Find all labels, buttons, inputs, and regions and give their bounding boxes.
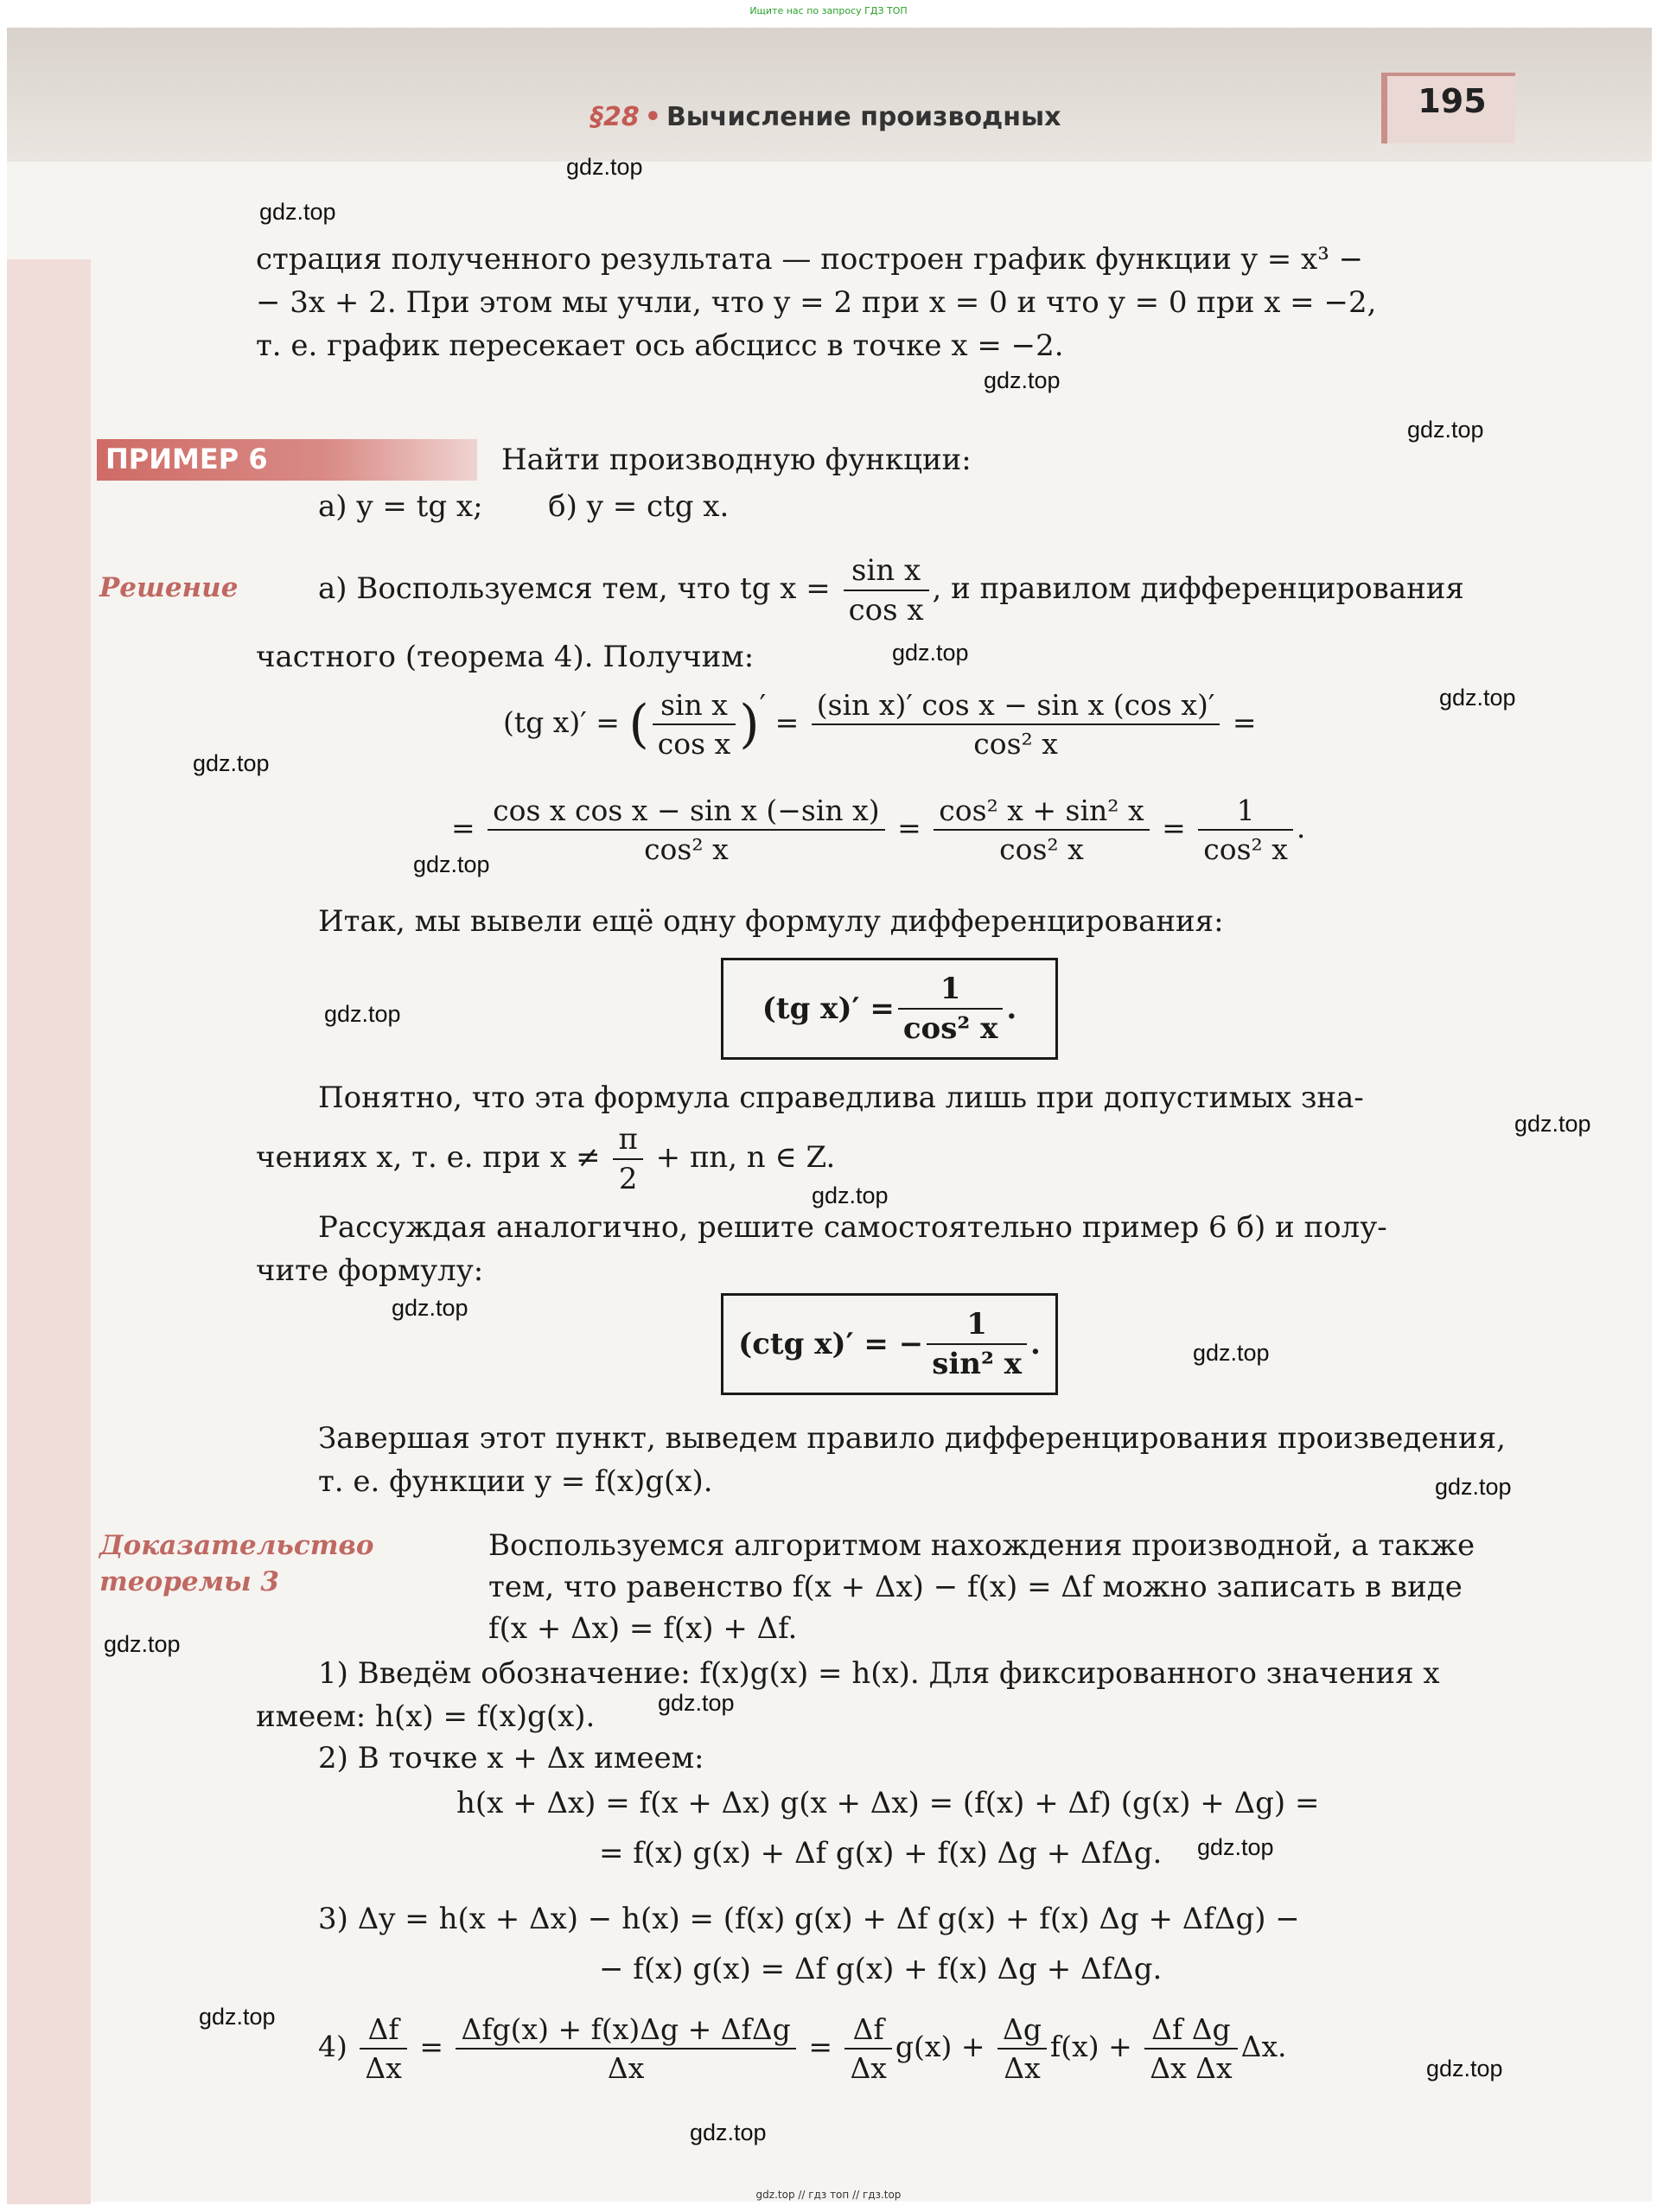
- derivation-formula-2: [451, 794, 1305, 866]
- formula-part: =: [808, 2030, 832, 2063]
- watermark: gdz.top: [1193, 1340, 1270, 1366]
- section-dot: •: [644, 102, 661, 132]
- proof-label: теоремы 3: [99, 1566, 279, 1597]
- validity-text: чениях x, т. е. при x ≠: [256, 1140, 601, 1175]
- watermark: gdz.top: [1407, 417, 1484, 443]
- watermark: gdz.top: [413, 851, 490, 877]
- watermark: gdz.top: [199, 2004, 276, 2030]
- watermark: gdz.top: [1514, 1111, 1591, 1137]
- fraction-denominator: Δx: [850, 2051, 887, 2085]
- formula-part: =: [774, 705, 800, 739]
- formula-part: g(x) +: [895, 2030, 985, 2063]
- closing-line: Завершая этот пункт, выведем правило дифференцирования произведения,: [318, 1421, 1506, 1456]
- proof-line: f(x + Δx) = f(x) + Δf.: [488, 1611, 798, 1646]
- example-label: ПРИМЕР 6: [105, 443, 268, 475]
- solution-text: , и правилом дифференцирования: [932, 571, 1464, 606]
- formula-part: =: [451, 811, 475, 845]
- fraction-denominator: cos² x: [902, 1011, 998, 1046]
- validity-text: + πn, n ∈ Z.: [655, 1140, 836, 1175]
- ctg-derivative-formula-box: [721, 1293, 1058, 1395]
- formula-part: .: [1296, 811, 1306, 845]
- formula-part: =: [1232, 705, 1257, 739]
- proof-line: Воспользуемся алгоритмом нахождения производной, а также: [488, 1528, 1475, 1563]
- solution-label: Решение: [99, 572, 239, 603]
- proof-step: 1) Введём обозначение: f(x)g(x) = h(x). Для фиксированного значения x: [318, 1656, 1440, 1691]
- formula-fraction: [997, 2012, 1047, 2085]
- fraction-numerator: (sin x)′ cos x − sin x (cos x)′: [812, 688, 1220, 725]
- left-paren: (: [628, 694, 649, 755]
- formula-part: (tg x)′ =: [503, 705, 620, 739]
- watermark: gdz.top: [1197, 1834, 1274, 1860]
- formula-fraction: [456, 2012, 795, 2085]
- conclusion-text: Итак, мы вывели ещё одну формулу дифференцирования:: [318, 904, 1224, 939]
- fraction-denominator: Δx: [607, 2051, 645, 2085]
- top-link[interactable]: Ищите нас по запросу ГДЗ ТОП: [749, 5, 908, 16]
- page-number: 195: [1418, 82, 1487, 120]
- example-parts: а) y = tg x; б) y = ctg x.: [318, 489, 730, 524]
- section-title: Вычисление производных: [666, 102, 1061, 132]
- fraction-numerator: Δg: [997, 2012, 1047, 2049]
- formula-fraction: [1198, 794, 1293, 866]
- formula-fraction: [1144, 2012, 1237, 2085]
- proof-formula: − f(x) g(x) = Δf g(x) + f(x) Δg + ΔfΔg.: [599, 1952, 1163, 1986]
- proof-step: имеем: h(x) = f(x)g(x).: [256, 1699, 596, 1734]
- section-header: [590, 102, 1061, 132]
- watermark: gdz.top: [392, 1295, 468, 1321]
- formula-part: .: [1006, 991, 1017, 1026]
- watermark: gdz.top: [104, 1631, 181, 1657]
- watermark: gdz.top: [658, 1690, 735, 1716]
- fraction-denominator: Δx: [1004, 2051, 1041, 2085]
- validity-line-2: [256, 1122, 835, 1196]
- fraction-denominator: 2: [618, 1162, 638, 1196]
- fraction-numerator: 1: [898, 972, 1004, 1010]
- formula-part: (tg x)′ =: [762, 991, 895, 1026]
- solution-line1: [318, 553, 1464, 628]
- fraction-denominator: cos² x: [973, 727, 1058, 761]
- watermark: gdz.top: [984, 367, 1061, 393]
- watermark: gdz.top: [892, 640, 969, 666]
- intro-line: т. е. график пересекает ось абсцисс в точке x = −2.: [256, 328, 1064, 363]
- watermark: gdz.top: [566, 154, 643, 180]
- fraction-denominator: Δx: [365, 2051, 402, 2085]
- intro-line: страция полученного результата — построен график функции y = x³ −: [256, 242, 1364, 277]
- tg-definition-fraction: [844, 553, 929, 628]
- formula-fraction: [360, 2012, 406, 2085]
- fraction-denominator: cos² x: [644, 832, 729, 866]
- formula-part: 4): [318, 2030, 347, 2063]
- formula-part: ′: [759, 688, 767, 722]
- formula-fraction: [898, 972, 1004, 1046]
- validity-line: Понятно, что эта формула справедлива лишь при допустимых зна-: [318, 1081, 1364, 1115]
- analog-line: Рассуждая аналогично, решите самостоятельно пример 6 б) и полу-: [318, 1210, 1387, 1245]
- proof-step: 2) В точке x + Δx имеем:: [318, 1741, 704, 1775]
- proof-formula: h(x + Δx) = f(x + Δx) g(x + Δx) = (f(x) + Δf) (g(x) + Δg) =: [456, 1786, 1320, 1820]
- watermark: gdz.top: [259, 199, 336, 225]
- proof-step-4-formula: [318, 2012, 1287, 2085]
- fraction-denominator: sin² x: [932, 1347, 1022, 1381]
- watermark: gdz.top: [324, 1001, 401, 1027]
- fraction-numerator: cos x cos x − sin x (−sin x): [488, 794, 884, 831]
- watermark: gdz.top: [193, 750, 270, 776]
- fraction-numerator: 1: [927, 1307, 1027, 1345]
- section-number: §28: [590, 102, 640, 132]
- formula-part: .: [1030, 1327, 1041, 1361]
- formula-fraction: [488, 794, 884, 866]
- fraction-denominator: cos x: [657, 727, 731, 761]
- pi-half-fraction: [613, 1122, 642, 1196]
- fraction-denominator: cos² x: [1203, 832, 1288, 866]
- proof-line: тем, что равенство f(x + Δx) − f(x) = Δf можно записать в виде: [488, 1570, 1463, 1604]
- watermark: gdz.top: [812, 1182, 889, 1208]
- tg-derivative-formula-box: [721, 958, 1058, 1060]
- fraction-denominator: cos² x: [999, 832, 1084, 866]
- formula-part: =: [1162, 811, 1186, 845]
- formula-part: =: [419, 2030, 443, 2063]
- formula-part: Δx.: [1240, 2030, 1287, 2063]
- fraction-numerator: Δf Δg: [1144, 2012, 1237, 2049]
- proof-formula: = f(x) g(x) + Δf g(x) + f(x) Δg + ΔfΔg.: [599, 1836, 1163, 1871]
- closing-line: т. е. функции y = f(x)g(x).: [318, 1464, 713, 1499]
- proof-label: Доказательство: [99, 1530, 374, 1561]
- formula-fraction: [934, 794, 1149, 866]
- fraction-numerator: 1: [1198, 794, 1293, 831]
- watermark: gdz.top: [1435, 1474, 1512, 1500]
- right-paren: ): [739, 694, 760, 755]
- solution-line2: частного (теорема 4). Получим:: [256, 640, 755, 674]
- formula-fraction: [653, 688, 736, 761]
- formula-fraction: [844, 2012, 891, 2085]
- fraction-numerator: Δf: [844, 2012, 891, 2049]
- formula-part: (ctg x)′ = −: [738, 1327, 924, 1361]
- solution-text: а) Воспользуемся тем, что tg x =: [318, 571, 831, 606]
- formula-fraction: [812, 688, 1220, 761]
- fraction-numerator: π: [613, 1122, 642, 1160]
- formula-fraction: [927, 1307, 1027, 1381]
- fraction-numerator: Δfg(x) + f(x)Δg + ΔfΔg: [456, 2012, 795, 2049]
- example-task: Найти производную функции:: [501, 443, 972, 477]
- formula-part: f(x) +: [1050, 2030, 1132, 2063]
- fraction-numerator: Δf: [360, 2012, 406, 2049]
- watermark: gdz.top: [1439, 685, 1516, 711]
- formula-part: =: [897, 811, 921, 845]
- intro-line: − 3x + 2. При этом мы учли, что y = 2 при x = 0 и что y = 0 при x = −2,: [256, 285, 1377, 320]
- fraction-numerator: sin x: [844, 553, 929, 591]
- watermark: gdz.top: [1426, 2056, 1503, 2081]
- fraction-numerator: sin x: [653, 688, 736, 725]
- bottom-link[interactable]: gdz.top // гдз топ // гдз.top: [755, 2189, 902, 2201]
- proof-formula: 3) Δy = h(x + Δx) − h(x) = (f(x) g(x) + Δf g(x) + f(x) Δg + ΔfΔg) −: [318, 1902, 1300, 1936]
- analog-line: чите формулу:: [256, 1253, 484, 1288]
- fraction-numerator: cos² x + sin² x: [934, 794, 1149, 831]
- fraction-denominator: Δx Δx: [1150, 2051, 1233, 2085]
- watermark: gdz.top: [690, 2120, 767, 2145]
- derivation-formula-1: [503, 688, 1256, 761]
- fraction-denominator: cos x: [848, 593, 924, 628]
- margin-band: [7, 259, 91, 2204]
